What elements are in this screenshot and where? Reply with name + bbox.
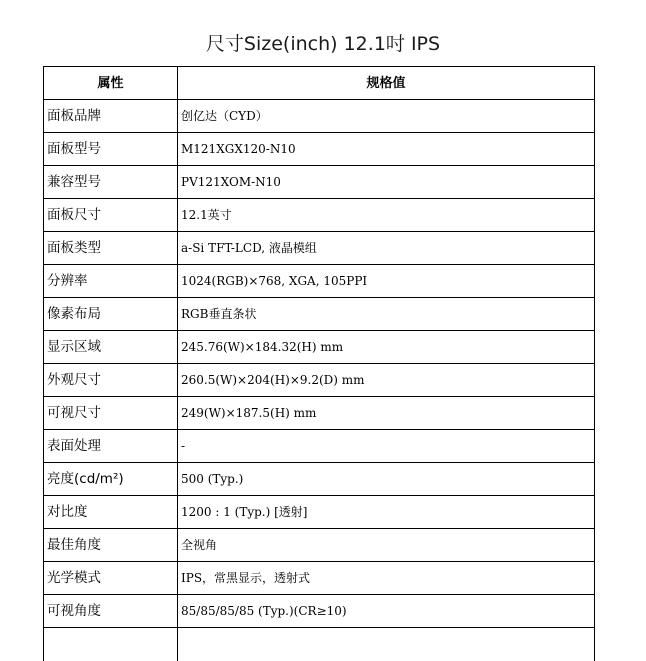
row-value: 创亿达（CYD） [178, 100, 595, 133]
row-label: 最佳角度 [44, 529, 178, 562]
row-label: 光学模式 [44, 562, 178, 595]
row-value: - [178, 430, 595, 463]
row-label: 可视角度 [44, 595, 178, 628]
row-label: 亮度(cd/m²) [44, 463, 178, 496]
row-label: 外观尺寸 [44, 364, 178, 397]
row-value: 1024(RGB)×768, XGA, 105PPI [178, 265, 595, 298]
table-row [44, 430, 595, 463]
column-header-spec-value: 规格值 [178, 67, 595, 100]
row-label: 显示区域 [44, 331, 178, 364]
row-label [44, 628, 178, 661]
row-value: 全视角 [178, 529, 595, 562]
table-row [44, 265, 595, 298]
row-value: M121XGX120-N10 [178, 133, 595, 166]
spec-table [43, 66, 595, 661]
table-row [44, 529, 595, 562]
column-header-attribute: 属性 [44, 67, 178, 100]
row-value: IPS，常黑显示，透射式 [178, 562, 595, 595]
table-row [44, 331, 595, 364]
row-label: 面板型号 [44, 133, 178, 166]
table-row [44, 595, 595, 628]
table-row [44, 133, 595, 166]
table-header-row [44, 67, 595, 100]
row-label: 面板类型 [44, 232, 178, 265]
row-value: 260.5(W)×204(H)×9.2(D) mm [178, 364, 595, 397]
row-value: 85/85/85/85 (Typ.)(CR≥10) [178, 595, 595, 628]
table-row [44, 232, 595, 265]
table-row [44, 562, 595, 595]
row-label: 对比度 [44, 496, 178, 529]
row-label: 面板品牌 [44, 100, 178, 133]
table-row [44, 628, 595, 661]
table-row [44, 397, 595, 430]
row-value: 245.76(W)×184.32(H) mm [178, 331, 595, 364]
table-row [44, 100, 595, 133]
table-row [44, 166, 595, 199]
row-label: 面板尺寸 [44, 199, 178, 232]
row-label: 兼容型号 [44, 166, 178, 199]
row-value: RGB垂直条状 [178, 298, 595, 331]
row-value: 249(W)×187.5(H) mm [178, 397, 595, 430]
row-value: 1200 : 1 (Typ.) [透射] [178, 496, 595, 529]
row-value: a-Si TFT-LCD, 液晶模组 [178, 232, 595, 265]
row-value [178, 628, 595, 661]
row-value: 500 (Typ.) [178, 463, 595, 496]
table-row [44, 364, 595, 397]
table-row [44, 199, 595, 232]
row-value: 12.1英寸 [178, 199, 595, 232]
page-title: 尺寸Size(inch) 12.1吋 IPS [205, 33, 441, 55]
row-label: 表面处理 [44, 430, 178, 463]
table-row [44, 463, 595, 496]
row-value: PV121XOM-N10 [178, 166, 595, 199]
table-row [44, 298, 595, 331]
row-label: 分辨率 [44, 265, 178, 298]
row-label: 像素布局 [44, 298, 178, 331]
row-label: 可视尺寸 [44, 397, 178, 430]
table-row [44, 496, 595, 529]
